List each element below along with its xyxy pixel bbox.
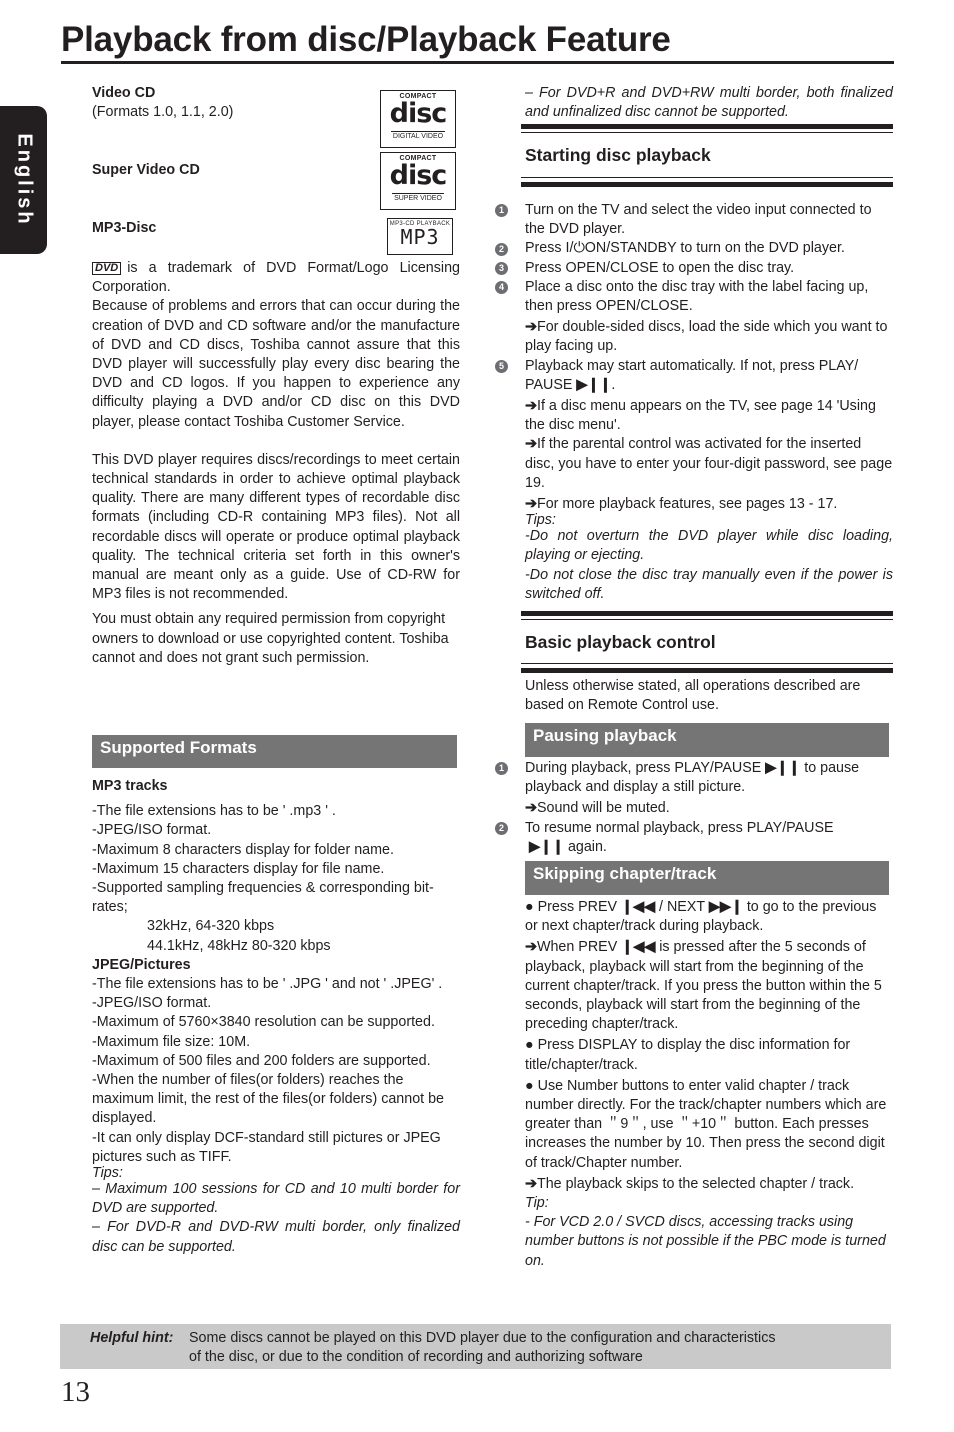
tips-label: Tips:	[525, 512, 556, 529]
note: ➔Sound will be muted.	[525, 800, 670, 817]
step-text: Playback may start automatically. If not, press PLAY/ PAUSE ▶❙❙.	[525, 357, 859, 393]
arrow-icon: ➔	[525, 800, 537, 817]
section-rule	[521, 182, 893, 187]
section-rule	[521, 668, 893, 673]
mp3-line: -The file extensions has to be ' .mp3 ' .	[92, 803, 336, 820]
section-rule	[521, 663, 893, 664]
tips-label: Tips:	[92, 1165, 123, 1182]
step-text: During playback, press PLAY/PAUSE ▶❙❙ to pause playback and display a still picture.	[525, 760, 860, 796]
bitrate-line: 32kHz, 64-320 kbps	[147, 918, 275, 935]
step-text: To resume normal playback, press PLAY/PAUSE ▶❙❙ again.	[525, 819, 834, 855]
step-number: 4	[495, 281, 508, 294]
jpeg-line: -Maximum of 500 files and 200 folders are supported.	[92, 1052, 431, 1069]
format-detail: (Formats 1.0, 1.1, 2.0)	[92, 104, 234, 121]
mp3-tracks-heading: MP3 tracks	[92, 778, 168, 794]
note: ➔The playback skips to the selected chapter / track.	[525, 1175, 855, 1192]
bullet-item: ● Press PREV ❙◀◀ / NEXT ▶▶❙ to go to the previous or next chapter/track during playback.	[525, 899, 877, 935]
starting-steps	[525, 201, 893, 604]
step-number: 3	[495, 262, 508, 275]
jpeg-line: -Maximum of 5760×3840 resolution can be supported.	[92, 1014, 435, 1031]
mp3-line: -Maximum 8 characters display for folder name.	[92, 841, 394, 858]
note: ➔When PREV ❙◀◀ is pressed after the 5 seconds of playback, playback will start from the beginning of the current chapter/track. If you press the button within the 5 seconds, playback will start from the beginning of the preceding chapter/track.	[525, 939, 882, 1033]
bullet-item: ● Press DISPLAY to display the disc information for title/chapter/track.	[525, 1037, 851, 1073]
section-rule	[521, 619, 893, 620]
format-name: Video CD	[92, 85, 156, 101]
pausing-steps	[525, 759, 893, 857]
play-pause-icon: ▶❙❙	[576, 376, 612, 393]
format-super-video-cd: Super Video CD	[92, 162, 200, 178]
helpful-hint-box	[60, 1324, 891, 1369]
step-text: Press I/⏻ON/STANDBY to turn on the DVD player.	[525, 240, 845, 257]
jpeg-line: -When the number of files(or folders) reaches the maximum limit, the rest of the files(or folders) cannot be displayed.	[92, 1072, 444, 1127]
section-rule	[521, 177, 893, 178]
jpeg-line: -The file extensions has to be ' .JPG ' and not ' .JPEG' .	[92, 976, 443, 993]
step-number: 1	[495, 204, 508, 217]
pausing-playback-heading: Pausing playback	[525, 723, 889, 757]
tip-line: -Do not close the disc tray manually even if the power is switched off.	[525, 566, 893, 602]
dvd-plus-r-note: – For DVD+R and DVD+RW multi border, both finalized and unfinalized disc cannot be supported.	[525, 85, 893, 121]
copyright-paragraph: You must obtain any required permission from copyright owners to download or use copyrighted content. Toshiba cannot and does not grant such permission.	[92, 611, 449, 666]
supported-formats-list	[92, 777, 460, 1257]
arrow-icon: ➔	[525, 319, 537, 336]
tip-line: - For VCD 2.0 / SVCD discs, accessing tracks using number buttons is not possible if the PBC mode is turned on.	[525, 1214, 886, 1269]
next-icon: ▶▶❙	[708, 899, 743, 915]
step-number: 5	[495, 360, 508, 373]
jpeg-pictures-heading: JPEG/Pictures	[92, 956, 191, 973]
note: ➔For more playback features, see pages 13 - 17.	[525, 496, 838, 513]
section-rule	[521, 611, 893, 616]
helpful-hint-label: Helpful hint:	[90, 1330, 174, 1346]
basic-playback-control-heading: Basic playback control	[525, 632, 716, 652]
tip-line: -Do not overturn the DVD player while disc loading, playing or ejecting.	[525, 528, 893, 564]
basic-intro: Unless otherwise stated, all operations described are based on Remote Control use.	[525, 678, 861, 714]
skipping-list	[525, 898, 893, 1271]
tip-label: Tip:	[525, 1195, 549, 1212]
note: ➔If a disc menu appears on the TV, see page 14 'Using the disc menu'.	[525, 398, 876, 434]
left-body-text	[92, 259, 460, 668]
note: ➔For double-sided discs, load the side which you want to play facing up.	[525, 319, 888, 355]
step-text: Press OPEN/CLOSE to open the disc tray.	[525, 259, 795, 276]
page-title: Playback from disc/Playback Feature	[61, 20, 671, 59]
jpeg-line: -JPEG/ISO format.	[92, 995, 212, 1012]
prev-icon: ❙◀◀	[621, 939, 656, 956]
bullet-item: ● Use Number buttons to enter valid chapter / track number directly. For the track/chapter numbers which are greater than ＂9＂, use ＂+10＂ button. Each presses increases the number by 10. Then press the second digit of track/Chapter number.	[525, 1077, 887, 1171]
compact-disc-digital-video-logo: COMPACT disc DIGITAL VIDEO	[380, 90, 456, 148]
step-text: Turn on the TV and select the video input connected to the DVD player.	[525, 202, 872, 238]
disc-problems-paragraph: Because of problems and errors that can occur during the creation of DVD and CD software and/or the manufacture of DVD and CD discs, Toshiba cannot assure that this DVD player will successfully play every disc bearing the DVD and CD logos. If you happen to experience any difficulty playing a DVD and/or CD disc on this DVD player, please contact Toshiba Customer Service.	[92, 298, 460, 430]
arrow-icon: ➔	[525, 496, 537, 513]
format-video-cd	[92, 84, 372, 122]
step-number: 2	[495, 822, 508, 835]
compact-disc-super-video-logo: COMPACT disc SUPER VIDEO	[380, 152, 456, 210]
dvd-logo: DVD	[92, 262, 121, 275]
technical-standards-paragraph: This DVD player requires discs/recordings to meet certain technical standards in order to achieve optimal playback quality. There are many different types of recordable disc formats (including CD-R containing MP3 files). Not all recordable discs will operate or produce optimal playback quality. The technical criteria set forth in this owner's manual are meant only as a guide. Use of CD-RW for MP3 files is not recommended.	[92, 451, 460, 603]
trademark-text: DVD is a trademark of DVD Format/Logo Licensing Corporation.	[92, 260, 460, 296]
bullet-icon: ●	[525, 1077, 534, 1094]
tip-line: – For DVD-R and DVD-RW multi border, only finalized disc can be supported.	[92, 1219, 460, 1255]
bullet-icon: ●	[525, 1037, 534, 1054]
power-icon: ⏻	[573, 240, 585, 257]
page-number: 13	[61, 1376, 90, 1408]
language-tab-label: English	[13, 133, 35, 227]
jpeg-line: -Maximum file size: 10M.	[92, 1033, 251, 1050]
mp3-cd-playback-logo: MP3-CD PLAYBACK MP3	[387, 218, 453, 255]
note: ➔If the parental control was activated for the inserted disc, you have to enter your four-digit password, see page 19.	[525, 436, 893, 491]
arrow-icon: ➔	[525, 436, 537, 453]
section-rule	[521, 132, 893, 133]
helpful-hint-text: Some discs cannot be played on this DVD player due to the configuration and characteristics of the disc, or due to the condition of recording and authorizing software	[189, 1330, 776, 1365]
bullet-icon: ●	[525, 899, 534, 915]
format-mp3-disc: MP3-Disc	[92, 220, 157, 236]
starting-disc-playback-heading: Starting disc playback	[525, 145, 711, 165]
skipping-chapter-track-heading: Skipping chapter/track	[525, 861, 889, 895]
prev-icon: ❙◀◀	[621, 899, 656, 915]
jpeg-line: -It can only display DCF-standard still pictures or JPEG pictures such as TIFF.	[92, 1129, 441, 1165]
supported-formats-heading: Supported Formats	[92, 735, 457, 768]
step-number: 1	[495, 762, 508, 775]
arrow-icon: ➔	[525, 1175, 537, 1192]
bitrate-line: 44.1kHz, 48kHz 80-320 kbps	[147, 937, 331, 954]
play-pause-icon: ▶❙❙	[765, 760, 801, 776]
tip-line: – Maximum 100 sessions for CD and 10 multi border for DVD are supported.	[92, 1181, 460, 1217]
language-tab	[0, 106, 47, 254]
mp3-line: -JPEG/ISO format.	[92, 822, 212, 839]
title-rule	[61, 61, 894, 64]
arrow-icon: ➔	[525, 398, 537, 415]
mp3-line: -Supported sampling frequencies & corresponding bit-rates;	[92, 880, 434, 916]
play-pause-icon: ▶❙❙	[529, 838, 564, 855]
step-number: 2	[495, 243, 508, 256]
arrow-icon: ➔	[525, 939, 537, 956]
step-text: Place a disc onto the disc tray with the label facing up, then press OPEN/CLOSE.	[525, 278, 869, 315]
mp3-line: -Maximum 15 characters display for file name.	[92, 860, 385, 877]
section-rule	[521, 124, 893, 129]
